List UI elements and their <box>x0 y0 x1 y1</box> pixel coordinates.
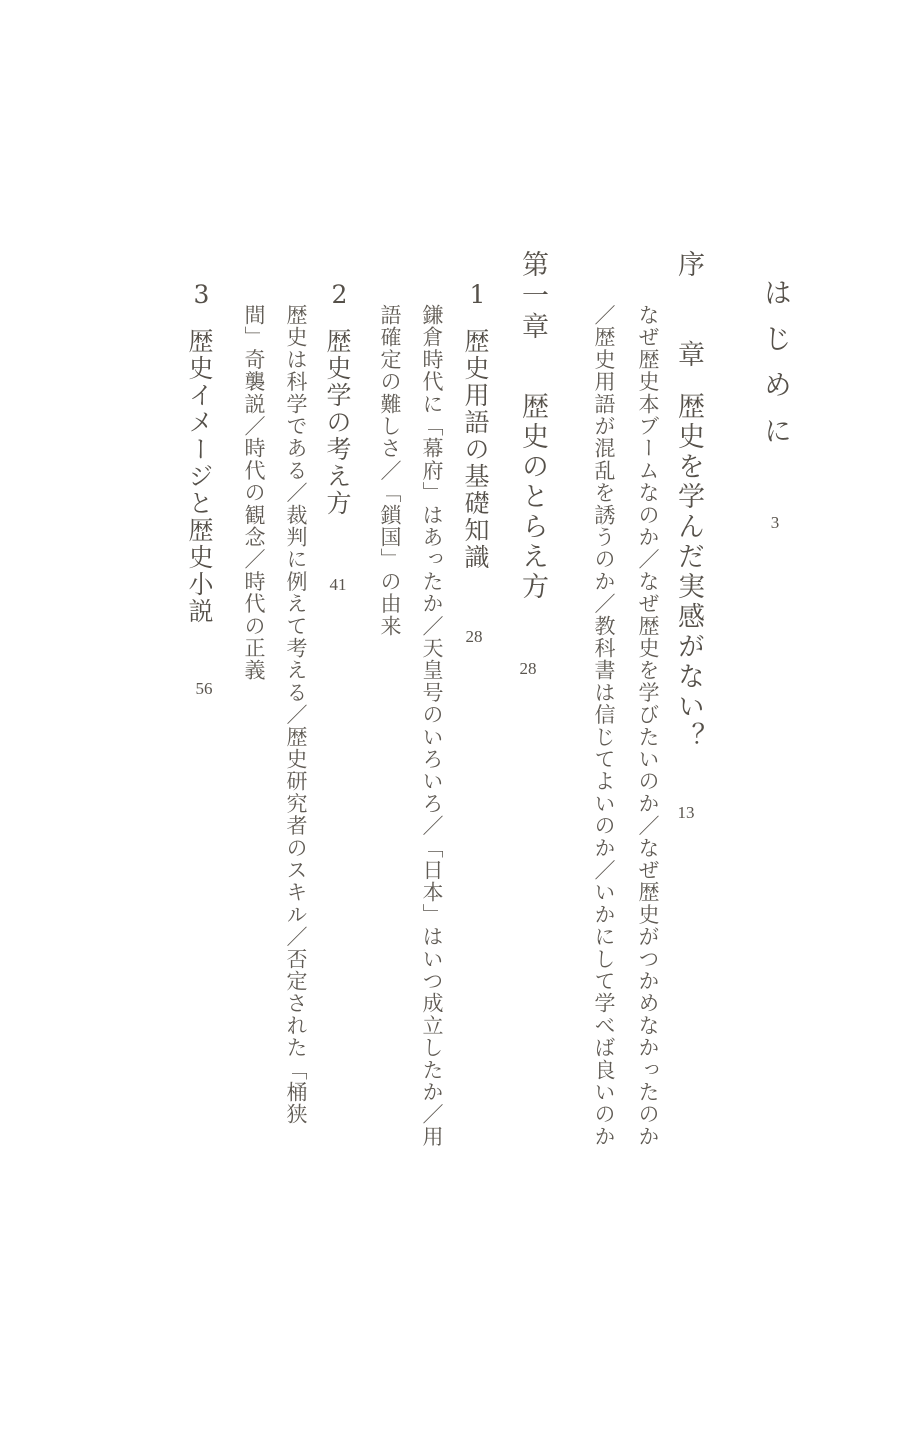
chapter1-title[interactable]: 歴史のとらえ方 <box>517 392 548 602</box>
jo-page: 13 <box>677 803 695 822</box>
section2-page: 41 <box>329 575 347 594</box>
section2-body-line-1: 歴史は科学である／裁判に例えて考える／歴史研究者のスキル／否定された「桶狭 <box>284 304 308 1126</box>
section1-body-line-2: 語確定の難しさ／「鎖国」の由来 <box>378 304 402 637</box>
section2-number: 2 <box>325 280 354 310</box>
jo-title[interactable]: 歴史を学んだ実感がない？ <box>673 392 704 752</box>
section3-number: 3 <box>187 280 216 310</box>
section2-body-line-2: 間」奇襲説／時代の観念／時代の正義 <box>242 304 266 682</box>
section1-page: 28 <box>465 627 483 646</box>
hajimeni-page: 3 <box>770 513 780 532</box>
jo-label: 序 章 <box>673 250 704 385</box>
hajimeni-title[interactable]: はじめに <box>760 278 793 462</box>
section1-number: 1 <box>463 280 492 310</box>
chapter1-page: 28 <box>519 659 537 678</box>
section3-page: 56 <box>195 679 213 698</box>
section2-title[interactable]: 歴史学の考え方 <box>323 328 352 517</box>
chapter1-label: 第一章 <box>517 250 548 343</box>
jo-body-line-2: ／歴史用語が混乱を誘うのか／教科書は信じてよいのか／いかにして学べば良いのか <box>592 304 616 1148</box>
section1-body-line-1: 鎌倉時代に「幕府」はあったか／天皇号のいろいろ／「日本」はいつ成立したか／用 <box>420 304 444 1148</box>
section3-title[interactable]: 歴史イメージと歴史小説 <box>185 328 214 625</box>
section1-title[interactable]: 歴史用語の基礎知識 <box>461 328 490 571</box>
jo-body-line-1: なぜ歴史本ブームなのか／なぜ歴史を学びたいのか／なぜ歴史がつかめなかったのか <box>636 304 660 1148</box>
